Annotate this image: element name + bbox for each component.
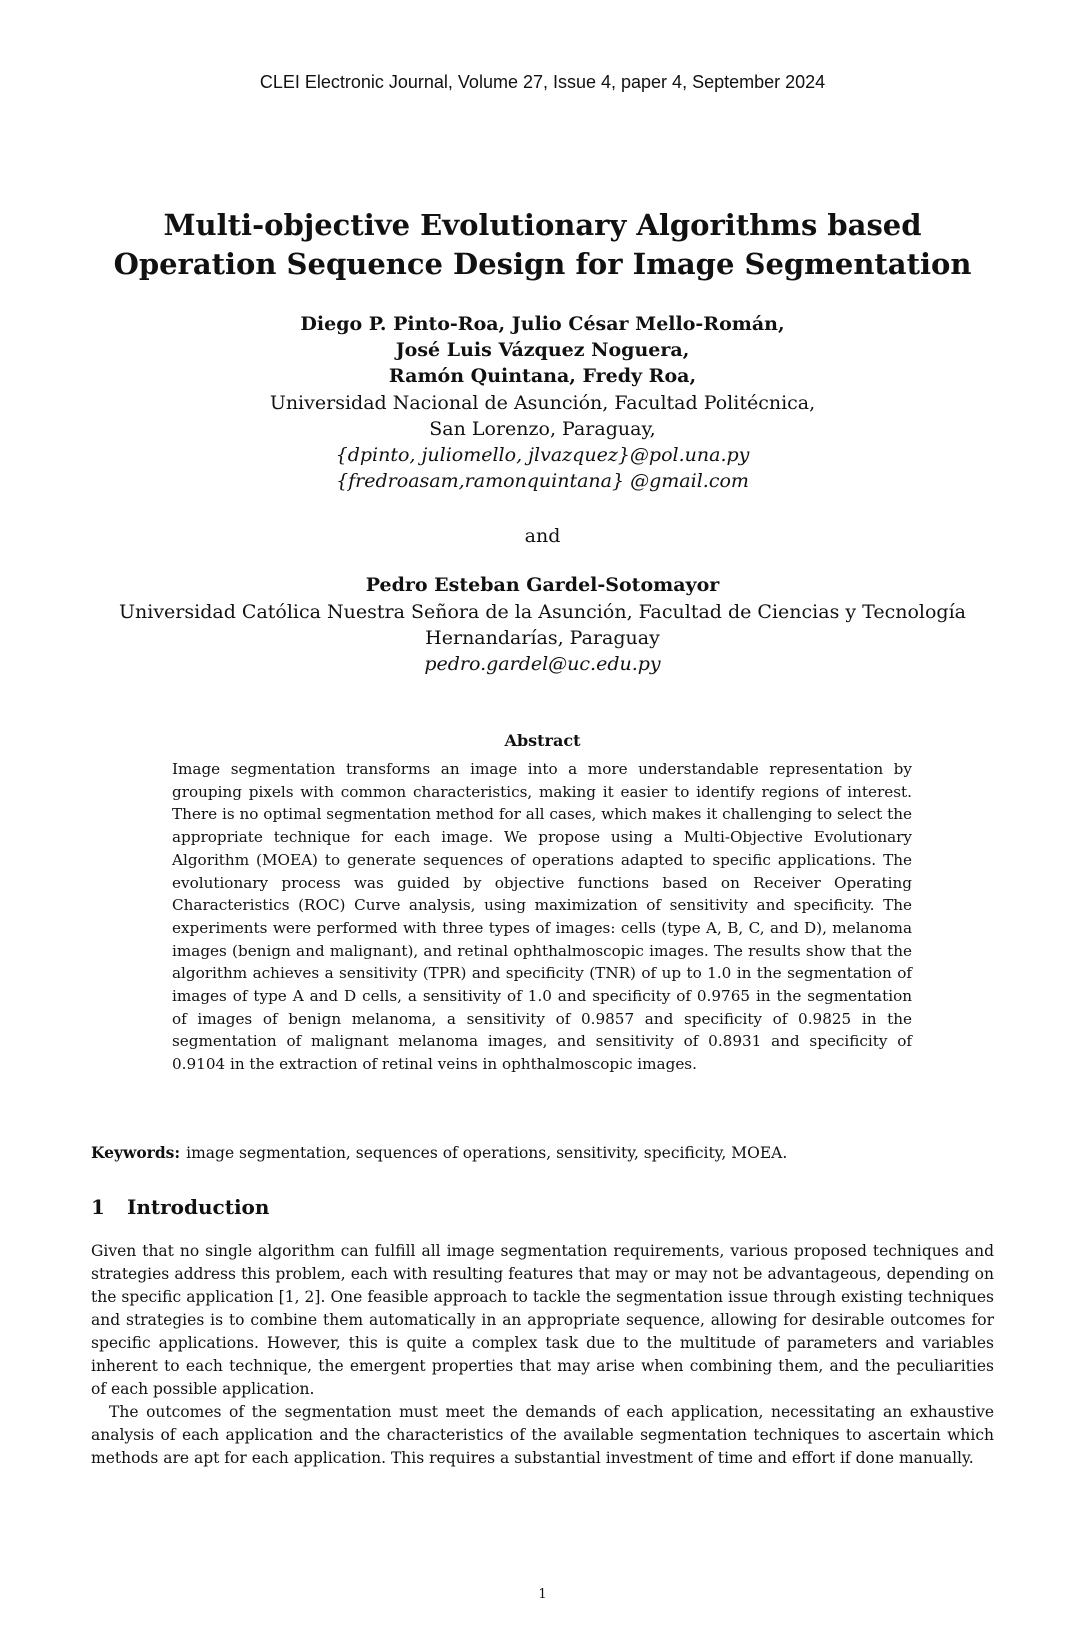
body-text [91, 1240, 994, 1470]
running-head: CLEI Electronic Journal, Volume 27, Issue 4, paper 4, September 2024 [259, 72, 826, 92]
section-heading [91, 1195, 269, 1219]
author-2: Pedro Esteban Gardel-Sotomayor [365, 574, 720, 596]
paper-title [60, 206, 1025, 284]
author-list-1 [60, 311, 1025, 389]
affiliation-1-email-2: {fredroasam,ramonquintana} @gmail.com [336, 470, 749, 492]
title-line-2: Operation Sequence Design for Image Segmentation [113, 247, 972, 281]
author-line-3: Ramón Quintana, Fredy Roa, [388, 365, 697, 387]
abstract-heading: Abstract [504, 731, 581, 750]
affiliation-2-line-2: Hernandarías, Paraguay [425, 627, 660, 649]
page-number: 1 [538, 1587, 547, 1602]
keywords-label: Keywords: [91, 1143, 181, 1162]
keywords [91, 1143, 1001, 1162]
paragraph: Given that no single algorithm can fulfill all image segmentation requirements, various proposed techniques and strategies address this problem, each with resulting features that may or may not be advantageous, depending on the specific application [1, 2]. One feasible approach to tackle the segmentation issue through existing techniques and strategies is to combine them automatically in an appropriate sequence, allowing for desirable outcomes for specific applications. However, this is quite a complex task due to the multitude of parameters and variables inherent to each technique, the emergent properties that may arise when combining them, and the peculiarities of each possible application. [91, 1242, 994, 1398]
paragraph: The outcomes of the segmentation must meet the demands of each application, necessitating an exhaustive analysis of each application and the characteristics of the available segmentation techniques to ascertain which methods are apt for each application. This requires a substantial investment of time and effort if done manually. [91, 1403, 994, 1467]
affiliation-1 [40, 390, 1045, 494]
abstract-text: Image segmentation transforms an image into a more understandable representation by grouping pixels with common characteristics, making it easier to identify regions of interest. There is no optimal segmentation method for all cases, which makes it challenging to select the appropriate technique for each image. We propose using a Multi-Objective Evolutionary Algorithm (MOEA) to generate sequences of operations adapted to specific applications. The evolutionary process was guided by objective functions based on Receiver Operating Characteristics (ROC) Curve analysis, using maximization of sensitivity and specificity. The experiments were performed with three types of images: cells (type A, B, C, and D), melanoma images (benign and malignant), and retinal ophthalmoscopic images. The results show that the algorithm achieves a sensitivity (TPR) and specificity (TNR) of up to 1.0 in the segmentation of images of type A and D cells, a sensitivity of 1.0 and specificity of 0.9765 in the segmentation of images of benign melanoma, a sensitivity of 0.9857 and specificity of 0.9825 in the segmentation of malignant melanoma images, and sensitivity of 0.8931 and specificity of 0.9104 in the extraction of retinal veins in ophthalmoscopic images. [172, 760, 912, 1074]
keywords-text: image segmentation, sequences of operations, sensitivity, specificity, MOEA. [186, 1144, 788, 1162]
author-separator: and [524, 525, 561, 547]
title-line-1: Multi-objective Evolutionary Algorithms based [163, 208, 922, 242]
section-title: Introduction [127, 1195, 270, 1219]
affiliation-2-line-1: Universidad Católica Nuestra Señora de la Asunción, Facultad de Ciencias y Tecnología [119, 601, 966, 623]
affiliation-1-line-2: San Lorenzo, Paraguay, [429, 418, 656, 440]
author-line-2: José Luis Vázquez Noguera, [395, 339, 690, 361]
author-line-1: Diego P. Pinto-Roa, Julio César Mello-Román, [300, 313, 785, 335]
affiliation-1-line-1: Universidad Nacional de Asunción, Facultad Politécnica, [269, 392, 816, 414]
affiliation-2 [40, 599, 1045, 677]
affiliation-1-email-1: {dpinto, juliomello, jlvazquez}@pol.una.py [335, 444, 750, 466]
affiliation-2-email: pedro.gardel@uc.edu.py [424, 653, 661, 675]
section-number: 1 [91, 1195, 105, 1219]
